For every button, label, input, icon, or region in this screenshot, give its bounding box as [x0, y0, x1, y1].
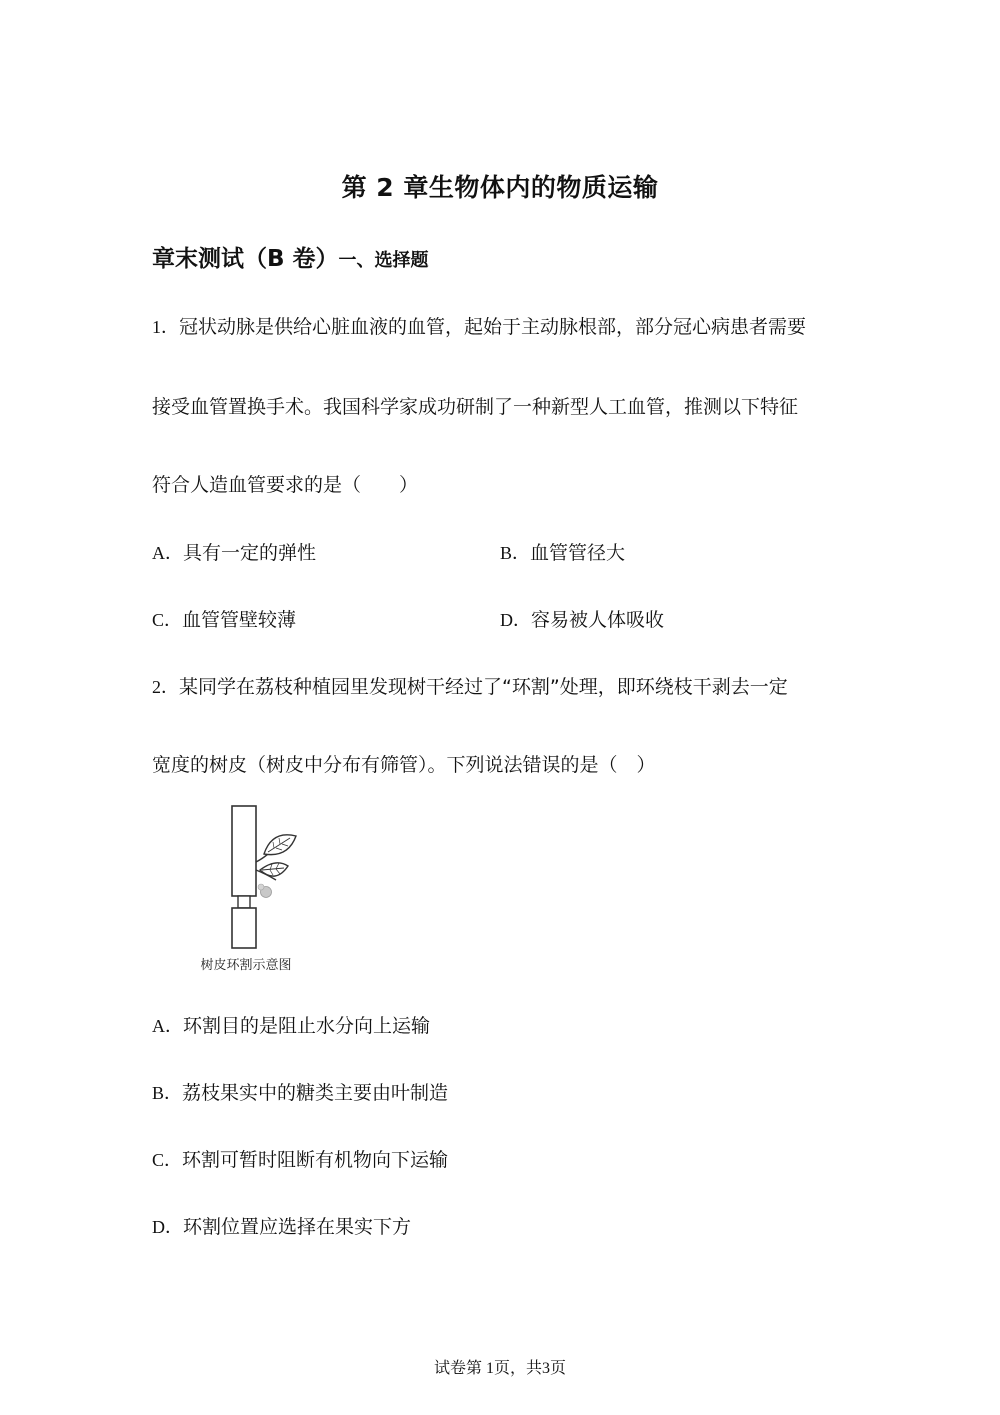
document-title: 第 2 章生物体内的物质运输 — [341, 173, 659, 202]
tree-trunk-illustration — [176, 800, 316, 950]
lower-trunk — [232, 908, 256, 948]
question-1-option-b[interactable]: B．血管管径大 — [500, 542, 626, 564]
question-2-option-d[interactable]: D．环割位置应选择在果实下方 — [152, 1216, 412, 1238]
question-2-line-1: 2．某同学在荔枝种植园里发现树干经过了“环割”处理，即环绕枝干剥去一定 — [152, 676, 788, 698]
leaf-branch — [256, 835, 296, 898]
question-1-option-a[interactable]: A．具有一定的弹性 — [152, 542, 317, 564]
page-footer: 试卷第 1页，共3页 — [433, 1360, 566, 1377]
question-1-line-1: 1．冠状动脉是供给心脏血液的血管，起始于主动脉根部，部分冠心病患者需要 — [152, 316, 807, 338]
girdled-section — [238, 896, 250, 908]
upper-trunk — [232, 806, 256, 896]
question-1-number: 1． — [152, 317, 179, 337]
figure-caption: 树皮环割示意图 — [200, 958, 292, 973]
section-subtitle: 一、选择题 — [338, 250, 429, 271]
question-2-option-b[interactable]: B．荔枝果实中的糖类主要由叶制造 — [152, 1082, 449, 1104]
question-1-option-c[interactable]: C．血管管壁较薄 — [152, 609, 297, 631]
girdling-diagram — [176, 800, 316, 980]
question-2-option-a[interactable]: A．环割目的是阻止水分向上运输 — [152, 1015, 431, 1037]
question-2-line-2: 宽度的树皮（树皮中分布有筛管）。下列说法错误的是（ ） — [152, 754, 656, 776]
question-2-number: 2． — [152, 677, 179, 697]
question-1-line-2: 接受血管置换手术。我国科学家成功研制了一种新型人工血管，推测以下特征 — [152, 396, 799, 418]
question-1-option-d[interactable]: D．容易被人体吸收 — [500, 609, 665, 631]
section-title: 章末测试（B 卷） — [152, 246, 339, 272]
question-2-option-c[interactable]: C．环割可暂时阻断有机物向下运输 — [152, 1149, 449, 1171]
question-1-line-3: 符合人造血管要求的是（ ） — [152, 474, 419, 496]
section-heading — [152, 240, 429, 273]
